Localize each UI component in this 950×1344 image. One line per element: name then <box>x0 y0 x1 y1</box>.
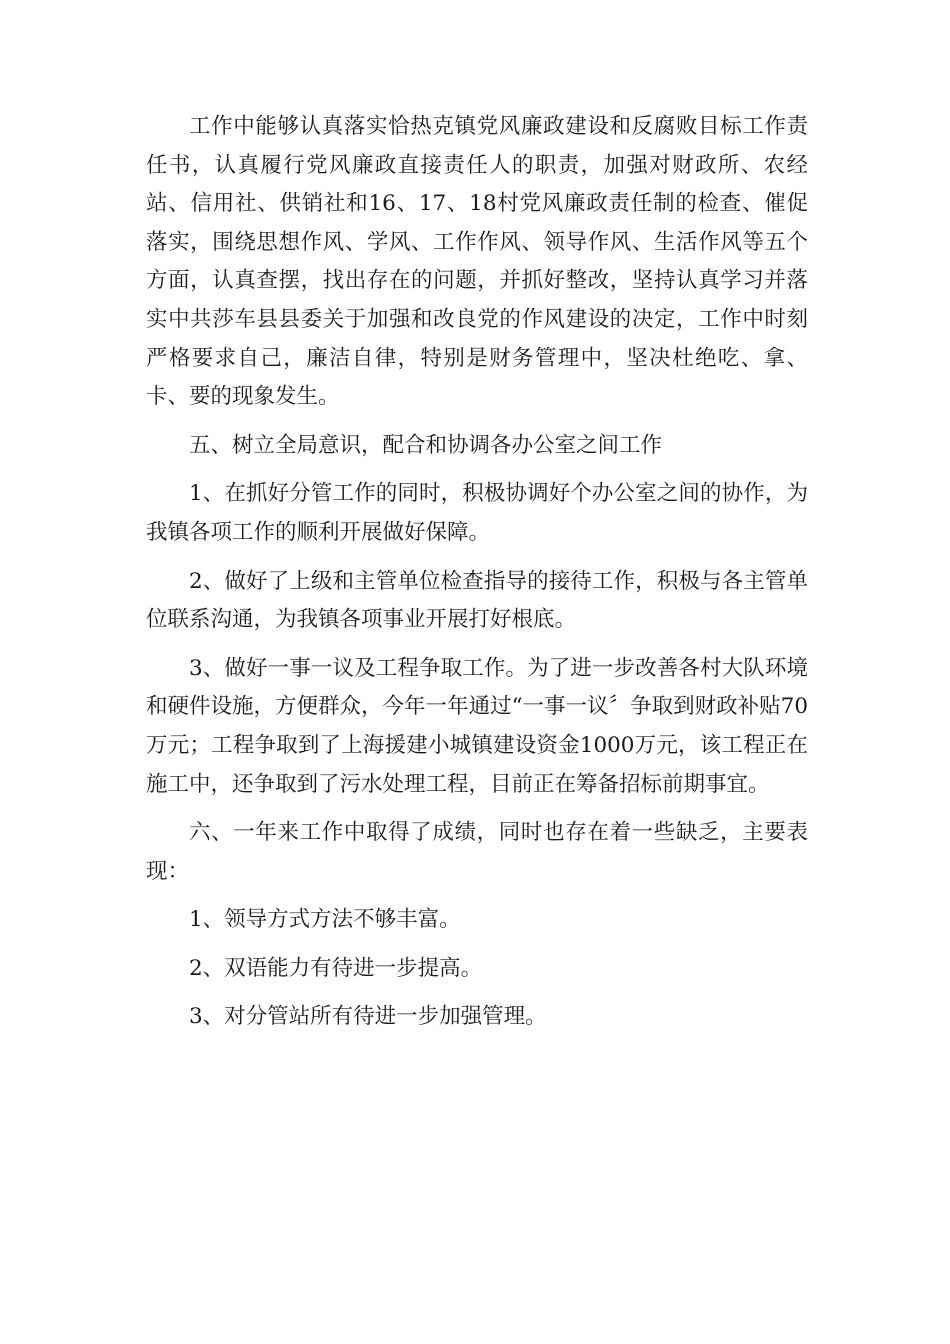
heading-section-six: 六、一年来工作中取得了成绩，同时也存在着一些缺乏，主要表现： <box>146 820 808 884</box>
paragraph-coordination: 1、在抓好分管工作的同时，积极协调好个办公室之间的协作，为我镇各项工作的顺利开展做好保障。 <box>146 481 808 545</box>
heading-section-five: 五、树立全局意识，配合和协调各办公室之间工作 <box>189 432 663 458</box>
paragraph-projects: 3、做好一事一议及工程争取工作。为了进一步改善各村大队环境和硬件设施，方便群众，今年一年通过“一事一议〞争取到财政补贴70万元；工程争取到了上海援建小城镇建设资金1000万元，该工程正在施工中，还争取到了污水处理工程，目前正在筹备招标前期事宜。 <box>146 655 808 797</box>
paragraph-reception: 2、做好了上级和主管单位检查指导的接待工作，积极与各主管单位联系沟通，为我镇各项事业开展打好根底。 <box>146 568 808 633</box>
document-body <box>146 108 808 1037</box>
list-item-bilingual: 2、双语能力有待进一步提高。 <box>189 955 483 981</box>
paragraph-responsibility: 工作中能够认真落实恰热克镇党风廉政建设和反腐败目标工作责任书，认真履行党风廉政直接责任人的职责，加强对财政所、农经站、信用社、供销社和16、17、18村党风廉政责任制的检查、催促落实，围绕思想作风、学风、工作作风、领导作风、生活作风等五个方面，认真查摆，找出存在的问题，并抓好整改，坚持认真学习并落实中共莎车县县委关于加强和改良党的作风建设的决定，工作中时刻严格要求自己，廉洁自律，特别是财务管理中，坚决杜绝吃、拿、卡、要的现象发生。 <box>146 114 808 410</box>
list-item-management: 3、对分管站所有待进一步加强管理。 <box>189 1004 547 1030</box>
list-item-leadership: 1、领导方式方法不够丰富。 <box>189 907 461 933</box>
